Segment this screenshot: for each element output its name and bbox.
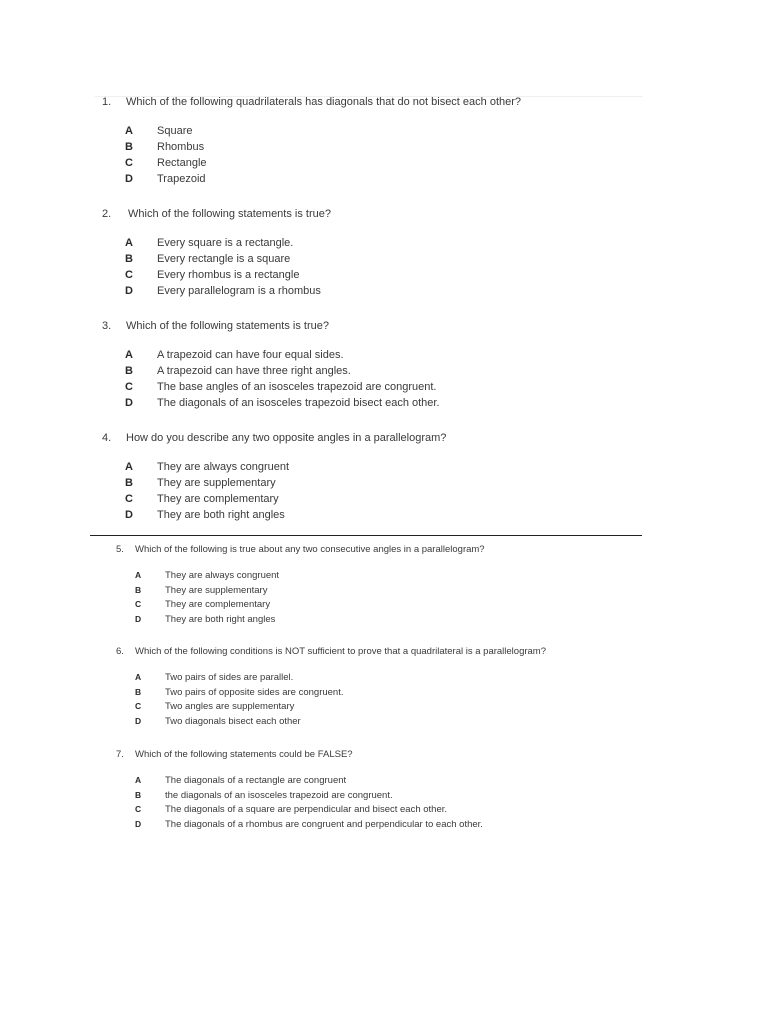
option-text: Every parallelogram is a rhombus [157,285,321,297]
option-text: A trapezoid can have three right angles. [157,365,351,377]
option-text: They are complementary [157,493,279,505]
option-letter: A [125,125,133,137]
option-letter: B [135,789,142,800]
option-letter: D [125,509,133,521]
question-number: 4. [102,432,112,444]
option-text: Trapezoid [157,173,206,185]
option-letter: B [135,686,142,697]
question-number: 3. [102,320,112,332]
option-text: The diagonals of an isosceles trapezoid bisect each other. [157,397,440,409]
option-letter: D [125,397,133,409]
option-text: Two diagonals bisect each other [165,715,301,727]
question-text: Which of the following conditions is NOT sufficient to prove that a quadrilateral is a parallelogram? [135,646,547,657]
question-text: Which of the following statements could be FALSE? [135,749,353,760]
option-letter: B [125,141,133,153]
option-text: Two pairs of sides are parallel. [165,672,294,683]
option-text: They are complementary [165,599,271,611]
option-text: They are supplementary [157,477,276,489]
question-text: Which of the following quadrilaterals has diagonals that do not bisect each other? [126,96,522,108]
question-number: 2. [102,208,112,220]
option-letter: A [135,672,142,682]
option-text: Rectangle [157,157,207,169]
section-divider [90,535,642,536]
option-text: They are always congruent [165,570,280,581]
option-text: They are both right angles [165,613,276,625]
question-text: Which of the following statements is true? [128,208,331,220]
option-text: The diagonals of a rhombus are congruent and perpendicular to each other. [165,818,483,830]
option-text: the diagonals of an isosceles trapezoid are congruent. [165,789,393,801]
option-letter: D [135,818,142,829]
option-letter: D [135,613,142,624]
option-letter: C [125,493,133,505]
option-letter: B [135,584,142,595]
option-letter: C [125,269,133,281]
option-text: Two angles are supplementary [165,701,295,713]
question-number: 5. [116,544,124,555]
option-letter: A [135,570,142,580]
option-text: They are always congruent [157,461,290,473]
option-letter: A [125,237,133,249]
option-letter: D [135,715,142,726]
option-letter: B [125,477,133,489]
option-letter: A [135,775,142,785]
question-text: How do you describe any two opposite angles in a parallelogram? [126,432,447,444]
option-letter: C [125,157,133,169]
option-text: Square [157,125,193,137]
option-letter: A [125,461,133,473]
question-number: 6. [116,646,124,657]
option-text: Every rectangle is a square [157,253,291,265]
option-text: A trapezoid can have four equal sides. [157,349,344,361]
option-text: The diagonals of a square are perpendicular and bisect each other. [165,804,448,816]
option-letter: C [135,599,142,610]
option-letter: C [135,804,142,815]
option-text: Every square is a rectangle. [157,237,294,249]
option-letter: D [125,173,133,185]
option-letter: B [125,365,133,377]
option-text: Rhombus [157,141,205,153]
option-letter: D [125,285,133,297]
question-number: 1. [102,96,112,108]
question-text: Which of the following statements is true? [126,320,329,332]
question-text: Which of the following is true about any two consecutive angles in a parallelogram? [135,544,485,555]
question-number: 7. [116,749,124,760]
option-text: Every rhombus is a rectangle [157,269,300,281]
option-letter: A [125,349,133,361]
option-text: The diagonals of a rectangle are congruent [165,775,347,786]
option-text: They are supplementary [165,584,268,596]
option-letter: B [125,253,133,265]
option-text: Two pairs of opposite sides are congruent. [165,686,344,698]
option-letter: C [135,701,142,712]
option-letter: C [125,381,133,393]
option-text: They are both right angles [157,509,285,521]
option-text: The base angles of an isosceles trapezoid are congruent. [157,381,437,393]
